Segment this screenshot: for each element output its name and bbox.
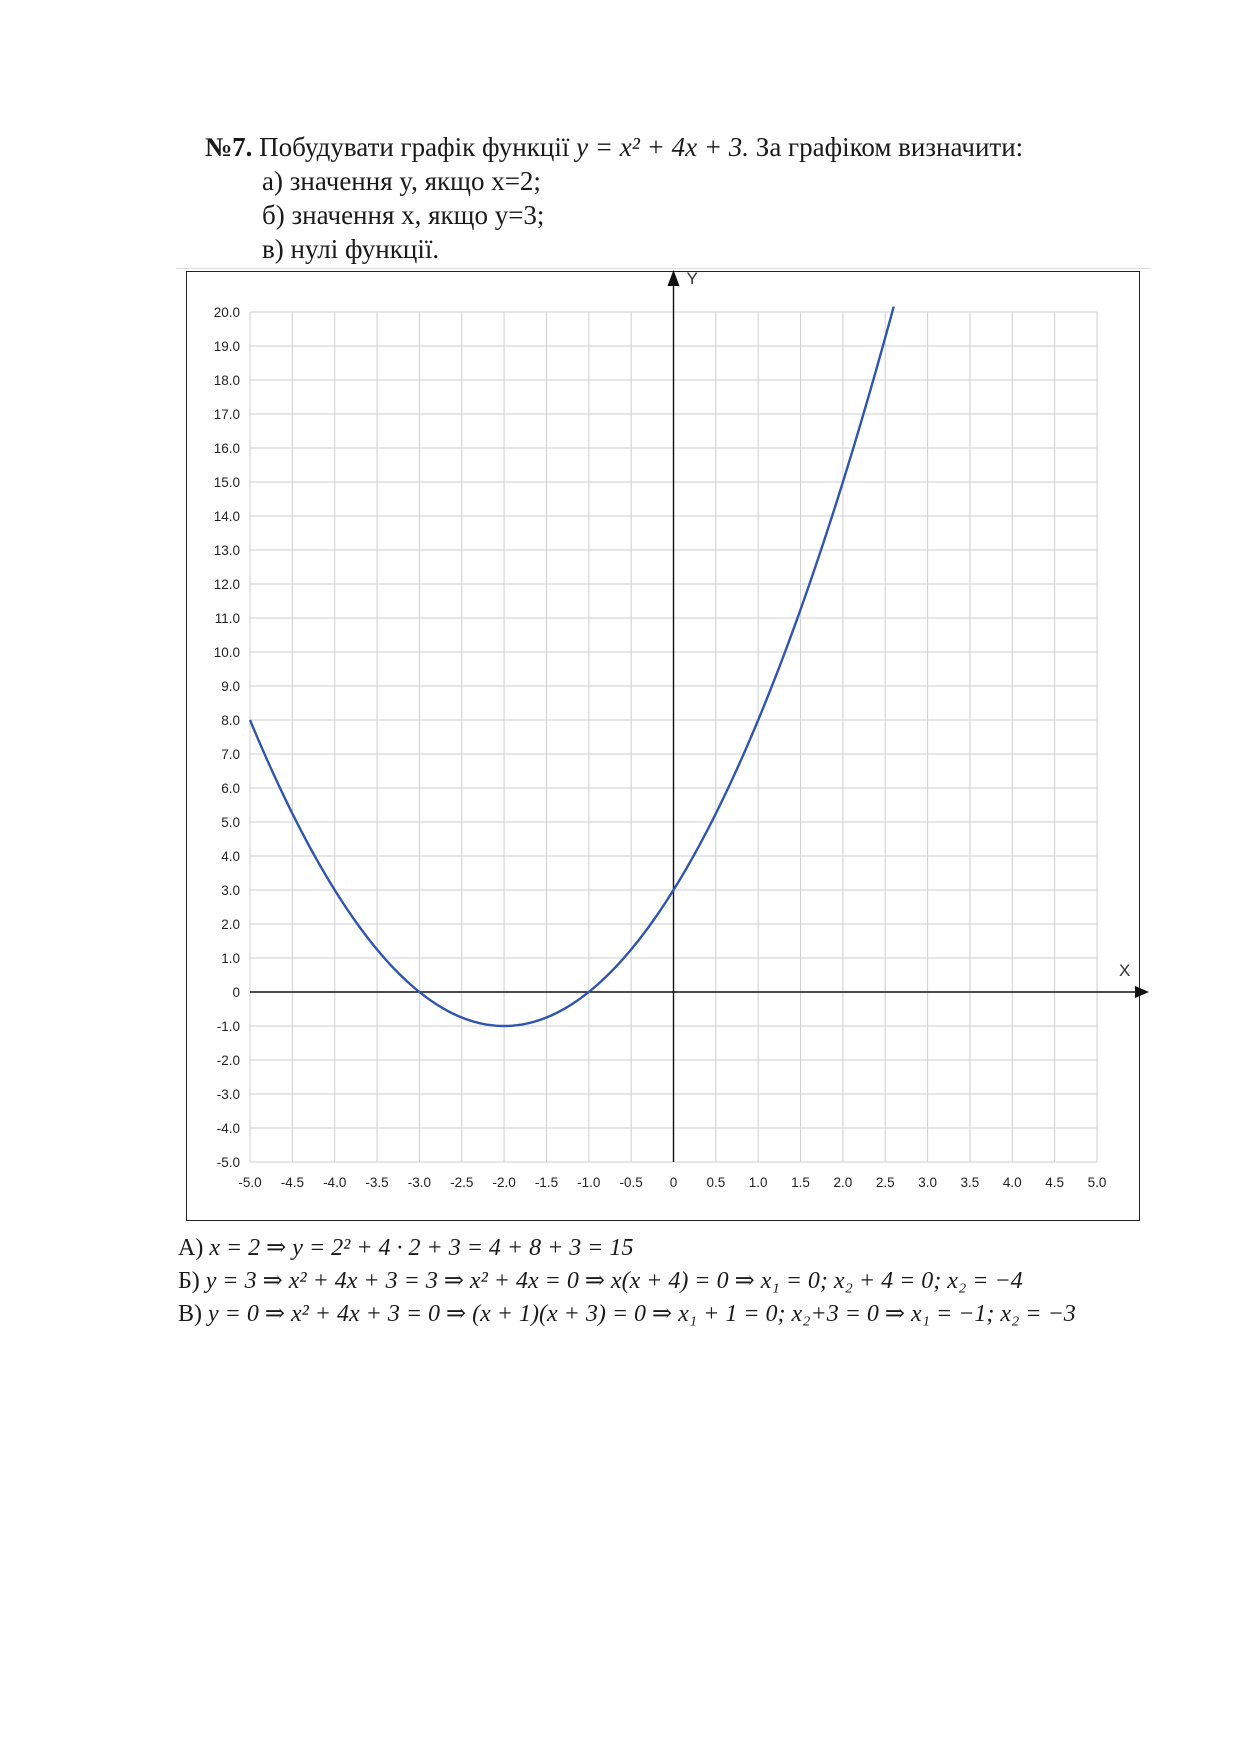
problem-number: №7. [205,132,253,162]
solution-b-text: y = 3 ⇒ x² + 4x + 3 = 3 ⇒ x² + 4x = 0 ⇒ x(x + 4) = 0 ⇒ x₁ = 0; x₂ + 4 = 0; x₂ = −4 [205,1268,1023,1294]
problem-text-before: Побудувати графік функції [259,132,570,162]
x-tick-label-19: 4.5 [1045,1175,1065,1190]
y-axis-arrow [668,270,680,286]
x-tick-label-6: -2.0 [492,1175,516,1190]
solution-c [178,1298,1076,1331]
x-tick-label-8: -1.0 [577,1175,601,1190]
x-tick-label-5: -2.5 [450,1175,474,1190]
y-tick-label-22: -2.0 [216,1053,240,1068]
y-tick-label-3: 17.0 [213,407,240,422]
x-tick-label-11: 0.5 [706,1175,726,1190]
y-tick-label-21: -1.0 [216,1019,240,1034]
x-tick-label-7: -1.5 [534,1175,559,1190]
x-tick-label-18: 4.0 [1002,1175,1022,1190]
y-tick-label-4: 16.0 [213,441,240,456]
y-tick-label-9: 11.0 [214,611,240,626]
y-tick-label-2: 18.0 [213,373,240,388]
y-tick-label-16: 4.0 [221,849,240,864]
solution-c-text: y = 0 ⇒ x² + 4x + 3 = 0 ⇒ (x + 1)(x + 3) = 0 ⇒ x₁ + 1 = 0; x₂+3 = 0 ⇒ x₁ = −1; x₂ = −3 [208,1301,1076,1327]
problem-formula: y = x² + 4x + 3. [576,132,750,162]
x-tick-label-20: 5.0 [1087,1175,1107,1190]
y-tick-label-19: 1.0 [221,951,240,966]
y-tick-label-6: 14.0 [213,509,240,524]
y-tick-label-18: 2.0 [221,917,240,932]
y-tick-label-17: 3.0 [221,883,240,898]
x-tick-label-15: 2.5 [875,1175,895,1190]
solution-b [178,1265,1076,1298]
solution-a [178,1232,1076,1265]
x-tick-label-4: -3.0 [407,1175,432,1190]
y-tick-label-11: 9.0 [221,679,240,694]
solution-a-text: x = 2 ⇒ y = 2² + 4 · 2 + 3 = 4 + 8 + 3 = 15 [209,1235,634,1261]
y-tick-label-10: 10.0 [213,645,240,660]
x-tick-label-13: 1.5 [791,1175,810,1190]
x-tick-label-12: 1.0 [748,1175,768,1190]
x-tick-label-2: -4.0 [323,1175,347,1190]
y-tick-label-25: -5.0 [216,1155,240,1170]
y-tick-label-14: 6.0 [221,781,240,796]
x-axis-arrow [1135,986,1149,998]
y-tick-label-15: 5.0 [221,815,240,830]
problem-item-a: а) значення y, якщо x=2; [262,166,541,196]
y-tick-label-0: 20.0 [213,305,240,320]
x-tick-label-16: 3.0 [918,1175,937,1190]
problem-item-c: в) нулі функції. [262,234,440,264]
x-tick-label-14: 2.0 [833,1175,853,1190]
y-axis-name: Y [686,269,698,288]
y-tick-label-24: -4.0 [216,1121,240,1136]
problem-text-after: За графіком визначити: [755,132,1024,162]
x-tick-label-0: -5.0 [238,1175,262,1190]
x-tick-label-9: -0.5 [619,1175,643,1190]
y-tick-label-20: 0 [232,985,240,1000]
problem-item-b: б) значення x, якщо y=3; [262,200,545,230]
x-tick-label-1: -4.5 [280,1175,304,1190]
solution-c-label: В) [178,1301,202,1327]
y-tick-label-7: 13.0 [213,543,240,558]
y-tick-label-1: 19.0 [213,339,240,354]
y-tick-label-13: 7.0 [221,747,240,762]
y-tick-label-5: 15.0 [213,475,240,490]
y-tick-label-12: 8.0 [221,713,240,728]
x-tick-label-10: 0 [669,1175,678,1190]
solution-b-label: Б) [178,1268,200,1294]
x-tick-label-3: -3.5 [365,1175,389,1190]
solutions [178,1232,1076,1331]
y-tick-label-23: -3.0 [216,1087,240,1102]
y-tick-label-8: 12.0 [213,577,240,592]
x-tick-label-17: 3.5 [960,1175,980,1190]
solution-a-label: А) [178,1235,204,1261]
x-axis-name: X [1119,961,1131,980]
